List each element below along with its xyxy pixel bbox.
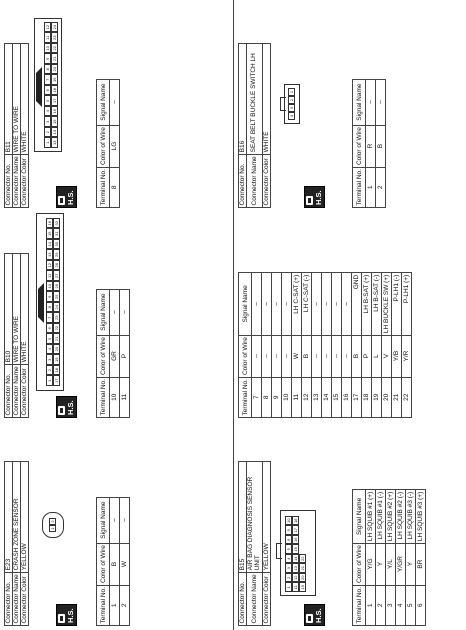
wire-color-cell: BR: [416, 543, 426, 585]
pin: 16: [46, 218, 53, 229]
connector-name-value: AIR BAG DIAGNOSIS SENSOR UNIT: [247, 462, 263, 573]
table-row: 2 W –: [120, 497, 130, 625]
wire-color-cell: Y/GR: [396, 543, 406, 585]
col-color-of-wire: Color of Wire: [97, 543, 110, 585]
pin: 1: [44, 138, 51, 149]
pin: 2: [288, 96, 295, 104]
terminal-no-cell: 1: [366, 585, 376, 625]
pin: 4: [44, 106, 51, 117]
connector-b16-header: [238, 43, 271, 208]
pin: 15: [46, 229, 53, 240]
pin: 20: [299, 573, 306, 583]
pin: 9: [46, 292, 53, 303]
wire-color-cell: –: [252, 335, 262, 377]
connector-name-value: SEAT BELT BUCKLE SWITCH LH: [247, 44, 263, 155]
connector-b10-header: [4, 253, 29, 418]
table-row: [272, 273, 282, 418]
col-terminal-no: Terminal No.: [353, 585, 366, 625]
connector-b10: [4, 213, 229, 418]
wire-color-cell: –: [272, 335, 282, 377]
pin: 11: [46, 271, 53, 282]
pin: 3: [285, 564, 292, 574]
connector-color-value: WHITE: [21, 254, 29, 365]
connector-no-value: E23: [5, 462, 13, 573]
pin: 12: [292, 573, 299, 583]
wire-color-cell: –: [262, 335, 272, 377]
signal-name-cell: LH B-SAT (-): [372, 273, 382, 335]
pin: 23: [51, 33, 58, 44]
connector-color-value: WHITE: [21, 44, 29, 155]
table-row: [342, 273, 352, 418]
pin: 16: [51, 106, 58, 117]
connector-b15: [238, 421, 463, 626]
table-row: [372, 273, 382, 418]
table-row: [252, 273, 262, 418]
pin: 10: [46, 281, 53, 292]
pin: 4: [46, 344, 53, 355]
label-connector-no: Connector No.: [5, 572, 13, 625]
pin: 25: [53, 292, 60, 303]
wire-color-cell: B: [302, 335, 312, 377]
label-connector-color: Connector Color: [21, 572, 29, 625]
connector-no-value: B15: [239, 462, 247, 573]
signal-name-cell: –: [252, 273, 262, 335]
table-row: [352, 273, 362, 418]
col-color-of-wire: Color of Wire: [353, 543, 366, 585]
pin: 1: [49, 525, 56, 532]
label-connector-no: Connector No.: [239, 572, 247, 625]
col-terminal-no: Terminal No.: [97, 167, 110, 207]
wire-color-cell: –: [322, 335, 332, 377]
connector-color-value: YELLOW: [21, 462, 29, 573]
pin: 2: [46, 365, 53, 376]
col-color-of-wire: Color of Wire: [353, 125, 366, 167]
table-row: [312, 273, 322, 418]
pin: 7: [46, 313, 53, 324]
pin: 17: [53, 376, 60, 387]
col-terminal-no: Terminal No.: [97, 585, 110, 625]
terminal-no-cell: 13: [312, 377, 322, 417]
terminal-no-cell: 11: [292, 377, 302, 417]
pin: 17: [292, 526, 299, 536]
signal-name-cell: LH SQUIB #3 (-): [406, 490, 416, 543]
table-row: [406, 490, 416, 626]
signal-name-cell: LH C-SAT (+): [292, 273, 302, 335]
pin: 13: [46, 250, 53, 261]
connector-b16-face: [284, 84, 300, 124]
pin: 18: [292, 516, 299, 526]
pin: 1: [288, 88, 295, 96]
terminal-no-cell: 3: [386, 585, 396, 625]
hs-label: H.S.: [66, 608, 75, 623]
col-terminal-no: Terminal No.: [239, 377, 252, 417]
pin: 16: [292, 535, 299, 545]
wire-color-cell: –: [282, 335, 292, 377]
table-row: 11 P –: [120, 289, 130, 417]
pin: 13: [292, 564, 299, 574]
pin: 5: [285, 545, 292, 555]
pin: 20: [51, 64, 58, 75]
pin: 28: [53, 260, 60, 271]
pin: 8: [46, 302, 53, 313]
wire-color-cell: Y/B: [392, 335, 402, 377]
connector-no-value: B16: [239, 44, 247, 155]
terminal-no-cell: 19: [372, 377, 382, 417]
connector-e23-terminal-table: [96, 497, 130, 626]
pin: 2: [285, 573, 292, 583]
pin: 24: [51, 22, 58, 33]
label-connector-no: Connector No.: [239, 154, 247, 207]
terminal-no-cell: 16: [342, 377, 352, 417]
signal-name-cell: LH SQUIB #2 (+): [387, 491, 394, 542]
signal-name-cell: LH SQUIB #1 (+): [367, 491, 374, 542]
table-row: [362, 273, 372, 418]
hs-label: H.S.: [314, 608, 323, 623]
connector-b15-terminal-table-continued: [238, 272, 412, 418]
table-row: [322, 273, 332, 418]
wire-color-cell: Y/L: [386, 543, 396, 585]
pin: 17: [51, 96, 58, 107]
pin: 32: [53, 218, 60, 229]
wire-color-cell: Y/R: [402, 335, 412, 377]
pin: 4: [285, 554, 292, 564]
signal-name-cell: GND: [352, 273, 362, 335]
signal-name-cell: –: [312, 273, 322, 335]
pin: 18: [51, 85, 58, 96]
pin: 20: [53, 344, 60, 355]
table-row: 1 R –: [366, 79, 376, 207]
hs-label: H.S.: [314, 190, 323, 205]
pin: 15: [51, 117, 58, 128]
connector-b11-header: [4, 43, 29, 208]
hs-label: H.S.: [66, 400, 75, 415]
pin: 14: [292, 554, 299, 564]
terminal-no-cell: 17: [352, 377, 362, 417]
terminal-no-cell: 6: [416, 585, 426, 625]
signal-name-cell: –: [322, 273, 332, 335]
pin: 9: [285, 526, 292, 536]
hs-icon: [56, 604, 77, 626]
pin: 18: [53, 365, 60, 376]
table-row: 2 B –: [376, 79, 386, 207]
label-connector-name: Connector Name: [13, 574, 20, 624]
pin: 7: [44, 75, 51, 86]
connector-b10-face: [36, 213, 64, 391]
pin: 10: [44, 43, 51, 54]
signal-name-cell: P-LH1 (+): [402, 273, 412, 335]
label-connector-name: Connector Name: [13, 366, 20, 416]
label-connector-color: Connector Color: [21, 154, 29, 207]
pin: 12: [46, 260, 53, 271]
pin: 24: [53, 302, 60, 313]
pin: 21: [299, 564, 306, 574]
wire-color-cell: Y/G: [366, 543, 376, 585]
hs-icon: [304, 186, 325, 208]
label-connector-color: Connector Color: [21, 364, 29, 417]
connector-b15-header: [238, 461, 271, 626]
label-connector-name: Connector Name: [247, 154, 263, 207]
terminal-no-cell: 14: [322, 377, 332, 417]
connector-b11-face: [34, 18, 62, 152]
pin: 1: [46, 376, 53, 387]
pin: 3: [46, 355, 53, 366]
signal-name-cell: –: [272, 273, 282, 335]
col-signal-name: Signal Name: [97, 79, 110, 125]
connector-color-value: WHITE: [263, 44, 271, 155]
pin: 3: [44, 117, 51, 128]
col-color-of-wire: Color of Wire: [97, 335, 110, 377]
table-row: 8 LG –: [110, 79, 120, 207]
connector-b11-terminal-table: [96, 79, 120, 208]
table-row: 1 B –: [110, 497, 120, 625]
pin: 23: [53, 313, 60, 324]
signal-name-cell: LH B-SAT (+): [362, 273, 372, 335]
wire-color-cell: L: [372, 335, 382, 377]
label-connector-name: Connector Name: [13, 156, 20, 206]
connector-e23-header: [4, 461, 29, 626]
pin: 10: [285, 516, 292, 526]
terminal-no-cell: 15: [332, 377, 342, 417]
pin: 22: [53, 323, 60, 334]
connector-e23-face: [42, 512, 64, 538]
label-connector-name: Connector Name: [247, 572, 263, 625]
pin: 1: [285, 583, 292, 593]
table-row: [262, 273, 272, 418]
pin: 26: [53, 281, 60, 292]
hs-icon: [304, 604, 325, 626]
pin: 31: [53, 229, 60, 240]
signal-name-cell: P-LH1 (-): [392, 273, 402, 335]
pin: 29: [53, 250, 60, 261]
pin: 30: [53, 239, 60, 250]
pin: 2: [44, 127, 51, 138]
pin: 21: [53, 334, 60, 345]
terminal-no-cell: 20: [382, 377, 392, 417]
pin: 9: [44, 54, 51, 65]
wire-color-cell: B: [352, 335, 362, 377]
wire-color-cell: –: [342, 335, 352, 377]
col-color-of-wire: Color of Wire: [97, 125, 110, 167]
table-row: [416, 490, 426, 626]
wire-color-cell: Y: [406, 543, 416, 585]
hs-icon: [56, 396, 77, 418]
horizontal-divider: [233, 0, 234, 630]
col-signal-name: Signal Name: [353, 490, 366, 543]
wire-color-cell: –: [312, 335, 322, 377]
table-row: [302, 273, 312, 418]
pin: 6: [285, 535, 292, 545]
pin: 19: [53, 355, 60, 366]
pin: 5: [44, 96, 51, 107]
pin: 13: [51, 138, 58, 149]
pin: 11: [44, 33, 51, 44]
connector-name-value: WIRE TO WIRE: [13, 254, 21, 365]
pin: 6: [44, 85, 51, 96]
connector-name-value: WIRE TO WIRE: [13, 44, 21, 155]
signal-name-cell: LH SQUIB #3 (+): [417, 491, 424, 542]
pin: 27: [53, 271, 60, 282]
wire-color-cell: Y: [376, 543, 386, 585]
connector-b16-terminal-table: [352, 79, 386, 208]
label-connector-color: Connector Color: [263, 154, 271, 207]
table-row: 10 GR –: [110, 289, 120, 417]
connector-b11: [4, 3, 229, 208]
table-row: [396, 490, 406, 626]
col-signal-name: Signal Name: [353, 79, 366, 125]
connector-e23: [4, 421, 229, 626]
label-connector-color: Connector Color: [263, 572, 271, 625]
pin: 14: [46, 239, 53, 250]
connector-color-value: YELLOW: [263, 462, 271, 573]
table-row: [282, 273, 292, 418]
terminal-no-cell: 5: [406, 585, 416, 625]
connector-name-value: CRASH ZONE SENSOR: [13, 462, 21, 573]
table-row: [402, 273, 412, 418]
signal-name-cell: –: [332, 273, 342, 335]
signal-name-cell: –: [282, 273, 292, 335]
hs-icon: [56, 186, 77, 208]
signal-name-cell: LH SQUIB #1 (-): [376, 490, 386, 543]
col-color-of-wire: Color of Wire: [239, 335, 252, 377]
terminal-no-cell: 22: [402, 377, 412, 417]
terminal-no-cell: 2: [376, 585, 386, 625]
wire-color-cell: W: [292, 335, 302, 377]
terminal-no-cell: 8: [262, 377, 272, 417]
connector-b10-terminal-table: [96, 289, 130, 418]
connector-no-value: B10: [5, 254, 13, 365]
terminal-no-cell: 10: [282, 377, 292, 417]
wire-color-cell: V: [382, 335, 392, 377]
table-row: [292, 273, 302, 418]
col-signal-name: Signal Name: [97, 497, 110, 543]
col-terminal-no: Terminal No.: [353, 167, 366, 207]
terminal-no-cell: 7: [252, 377, 262, 417]
pin: 4: [288, 112, 295, 120]
pin: 21: [51, 54, 58, 65]
pin: 3: [288, 104, 295, 112]
table-row: [386, 490, 396, 626]
pin: 6: [46, 323, 53, 334]
pin: 15: [292, 545, 299, 555]
pin: 22: [299, 554, 306, 564]
signal-name-cell: –: [262, 273, 272, 335]
pin: 11: [292, 583, 299, 593]
pin: 8: [44, 64, 51, 75]
terminal-no-cell: 9: [272, 377, 282, 417]
pin: 5: [46, 334, 53, 345]
connector-b15-terminal-table: [352, 489, 426, 626]
connector-no-value: B11: [5, 44, 13, 155]
col-signal-name: Signal Name: [239, 273, 252, 335]
wire-color-cell: –: [332, 335, 342, 377]
table-row: [382, 273, 392, 418]
pin: 12: [44, 22, 51, 33]
pin: 19: [299, 583, 306, 593]
col-signal-name: Signal Name: [97, 289, 110, 335]
pin: 19: [51, 75, 58, 86]
label-connector-no: Connector No.: [5, 154, 13, 207]
hs-label: H.S.: [66, 190, 75, 205]
wire-color-cell: P: [362, 335, 372, 377]
pin: 22: [51, 43, 58, 54]
table-row: [332, 273, 342, 418]
col-terminal-no: Terminal No.: [97, 377, 110, 417]
terminal-no-cell: 12: [302, 377, 312, 417]
pin: 14: [51, 127, 58, 138]
table-row: [392, 273, 402, 418]
terminal-no-cell: 21: [392, 377, 402, 417]
terminal-no-cell: 18: [362, 377, 372, 417]
connector-b15-continued: [238, 213, 463, 418]
pin: 2: [49, 518, 56, 525]
table-row: [376, 490, 386, 626]
table-row: [366, 490, 376, 626]
connector-b15-face: [280, 510, 316, 596]
label-connector-no: Connector No.: [5, 364, 13, 417]
signal-name-cell: LH SQUIB #2 (-): [396, 490, 406, 543]
connector-b16: [238, 3, 463, 208]
signal-name-cell: –: [342, 273, 352, 335]
signal-name-cell: LH C-SAT (-): [302, 273, 312, 335]
signal-name-cell: LH BUCKLE SW (+): [383, 274, 390, 334]
terminal-no-cell: 4: [396, 585, 406, 625]
